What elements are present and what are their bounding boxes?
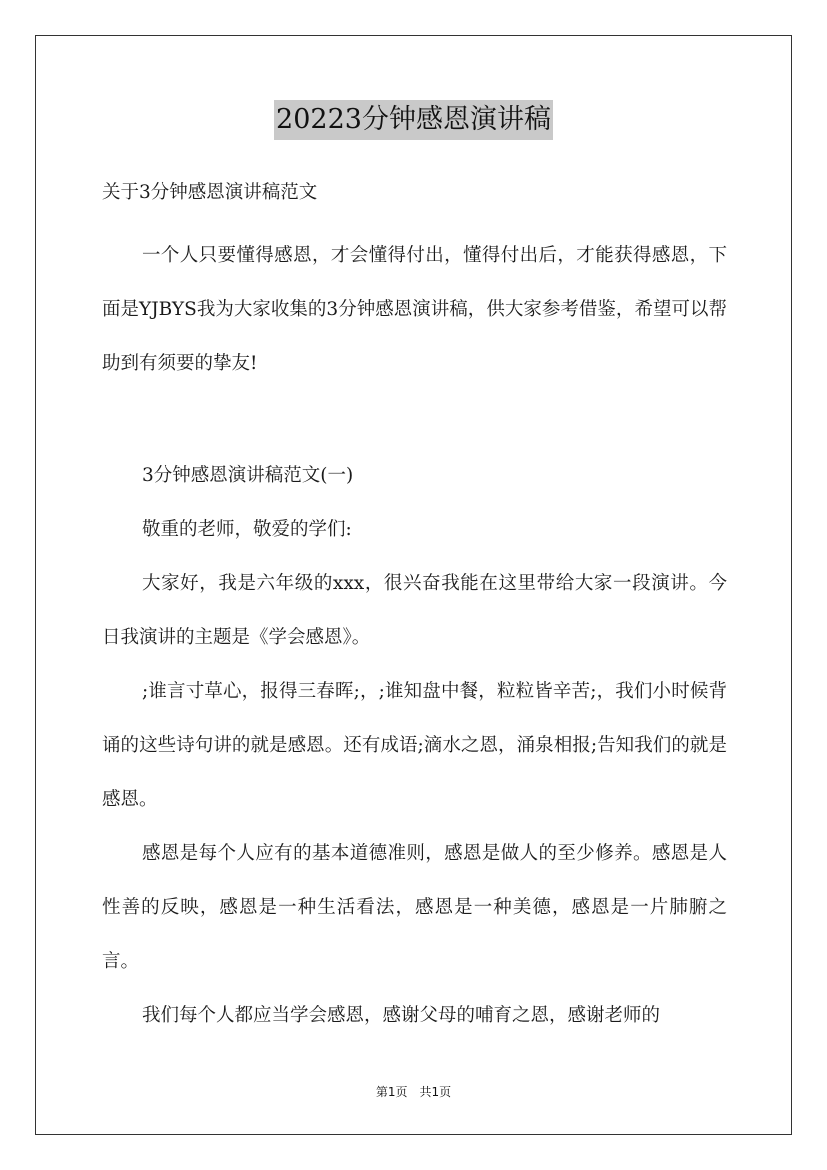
- subtitle: 关于3分钟感恩演讲稿范文: [102, 182, 318, 203]
- body-paragraph-1: 大家好，我是六年级的xxx，很兴奋我能在这里带给大家一段演讲。今日我演讲的主题是《学会感恩》。: [102, 573, 727, 648]
- page-footer: [0, 1083, 827, 1100]
- section-heading: 3分钟感恩演讲稿范文(一): [142, 465, 354, 486]
- page-number: 第1页: [375, 1085, 408, 1099]
- page-total: 共1页: [419, 1085, 452, 1099]
- body-paragraph-4: 我们每个人都应当学会感恩，感谢父母的哺育之恩，感谢老师的: [142, 1005, 661, 1026]
- document-body: [102, 175, 727, 1043]
- intro-paragraph: 一个人只要懂得感恩，才会懂得付出，懂得付出后，才能获得感恩，下面是YJBYS我为大家收集的3分钟感恩演讲稿，供大家参考借鉴，希望可以帮助到有须要的挚友!: [102, 245, 727, 374]
- body-paragraph-2: ;谁言寸草心，报得三春晖;，;谁知盘中餐，粒粒皆辛苦;，我们小时候背诵的这些诗句讲的就是感恩。还有成语;滴水之恩，涌泉相报;告知我们的就是感恩。: [102, 681, 727, 810]
- greeting: 敬重的老师，敬爱的学们:: [142, 519, 352, 540]
- title-area: [0, 100, 827, 140]
- body-paragraph-3: 感恩是每个人应有的基本道德准则，感恩是做人的至少修养。感恩是人性善的反映，感恩是一种生活看法，感恩是一种美德，感恩是一片肺腑之言。: [102, 843, 727, 972]
- document-title: 20223分钟感恩演讲稿: [274, 100, 553, 140]
